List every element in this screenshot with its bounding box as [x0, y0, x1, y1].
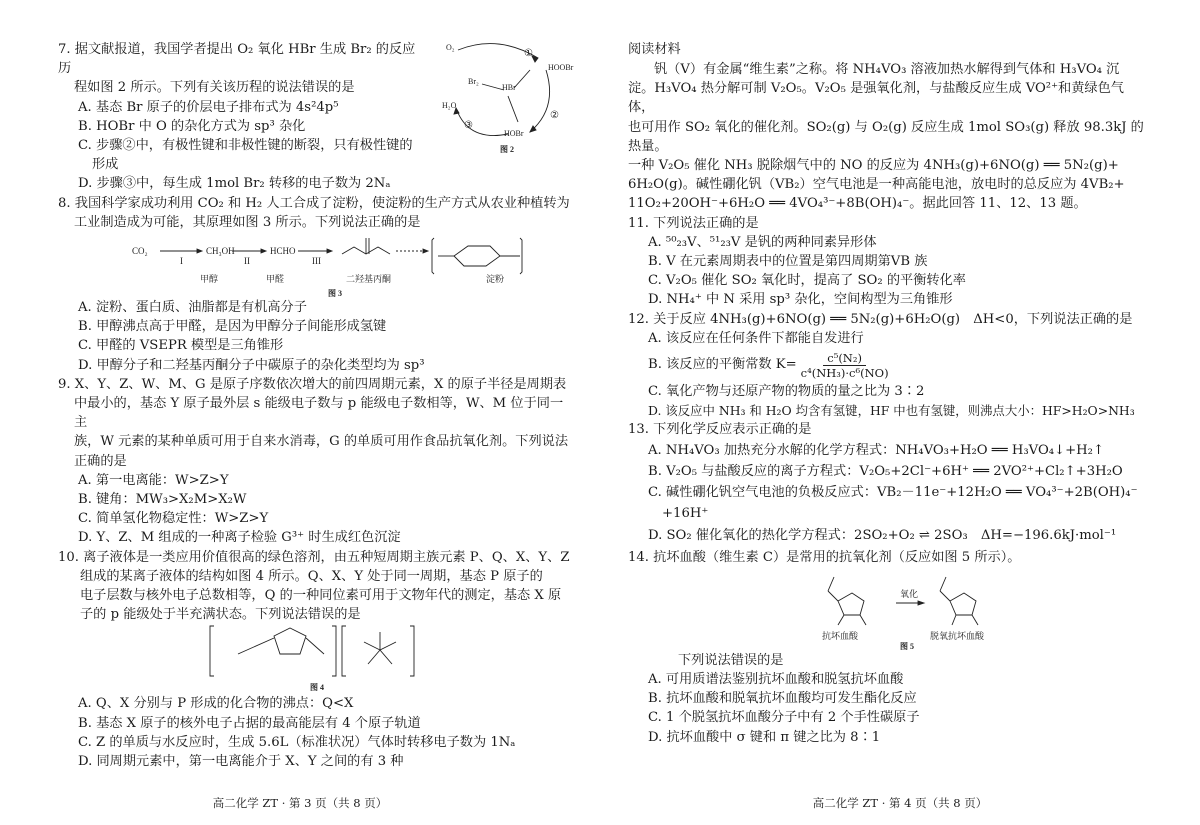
reading-material	[628, 40, 1150, 214]
q12-option-c: C. 氧化产物与还原产物的物质的量之比为 3∶2	[648, 384, 925, 400]
q11-option-d: D. NH₄⁺ 中 N 采用 sp³ 杂化，空间构型为三角锥形	[648, 292, 953, 308]
reading-line-5: 6H₂O(g)。碱性硼化钒（VB₂）空气电池是一种高能电池，放电时的总反应为 4VB₂+	[628, 177, 1125, 193]
q12-fraction-denominator: c⁴(NH₃)·c⁶(NO)	[800, 365, 889, 380]
q9-stem-line2: 中最小的，基态 Y 原子最外层 s 能级电子数与 p 能级电子数相等，W、M 位于同一主	[74, 396, 564, 431]
q13-option-d: D. SO₂ 催化氧化的热化学方程式：2SO₂+O₂ ⇌ 2SO₃ ΔH=−196.6kJ·mol⁻¹	[648, 527, 1117, 543]
fig2-step-2: ②	[550, 110, 559, 121]
q10-option-d: D. 同周期元素中，第一电离能介于 X、Y 之间的有 3 种	[78, 754, 404, 770]
right-page	[600, 0, 1200, 825]
q14-option-c: C. 1 个脱氢抗坏血酸分子中有 2 个手性碳原子	[648, 710, 920, 726]
fig3-name-starch: 淀粉	[486, 274, 505, 285]
reading-line-2: 淀。H₃VO₄ 热分解可制 V₂O₅。V₂O₅ 是强氧化剂，与盐酸反应生成 VO²⁺和黄绿色气体，	[628, 81, 1124, 116]
question-9	[58, 375, 572, 548]
q10-stem-line4: 子的 p 能级处于半充满状态。下列说法错误的是	[80, 607, 361, 623]
question-11	[628, 214, 1150, 310]
q8-stem-line1: 8. 我国科学家成功利用 CO₂ 和 H₂ 人工合成了淀粉，使淀粉的生产方式从农业种植转为	[58, 195, 570, 211]
fig4-cation-bracket-left	[210, 626, 214, 676]
question-12	[628, 310, 1150, 421]
q10-option-a: A. Q、X 分别与 P 形成的化合物的沸点：Q<X	[78, 696, 354, 712]
fig4-imidazolium-ring	[274, 628, 306, 654]
figure-5-ascorbic-oxidation	[808, 567, 1008, 651]
reading-title: 阅读材料	[628, 42, 681, 57]
fig5-arrow-label: 氧化	[900, 588, 919, 599]
fig3-name-formaldehyde: 甲醛	[266, 274, 285, 285]
reading-line-1: 钒（V）有金属“维生素”之称。将 NH₄VO₃ 溶液加热水解得到气体和 H₃VO₄ 沉	[654, 62, 1120, 77]
figure-4-ionic-liquid	[208, 624, 428, 694]
q10-stem-line2: 组成的某离子液体的结构如图 4 所示。Q、X、Y 处于同一周期，基态 P 原子的	[80, 568, 543, 584]
q12-fraction-numerator: c⁵(N₂)	[823, 351, 866, 366]
fig5-ascorbic-ring	[838, 593, 864, 615]
fig2-cycle-arrow-2	[530, 70, 550, 132]
q12-option-d: D. 该反应中 NH₃ 和 H₂O 均含有氢键，HF 中也有氢键，则沸点大小：HF>H₂O>NH₃	[648, 403, 1135, 419]
q8-option-a: A. 淀粉、蛋白质、油脂都是有机高分子	[78, 300, 307, 316]
fig2-step-3: ③	[464, 120, 473, 131]
reading-line-6: 11O₂+20OH⁻+6H₂O ══ 4VO₄³⁻+8B(OH)₄⁻。据此回答 11、12、13 题。	[628, 196, 1087, 212]
q14-option-a: A. 可用质谱法鉴别抗坏血酸和脱氢抗坏血酸	[648, 672, 904, 688]
q10-stem-line1: 10. 离子液体是一类应用价值很高的绿色溶剂，由五种短周期主族元素 P、Q、X、Y、Z	[58, 549, 570, 565]
fig4-anion-bracket-left	[342, 626, 346, 676]
q13-stem: 13. 下列化学反应表示正确的是	[628, 422, 812, 438]
q12-stem: 12. 关于反应 4NH₃(g)+6NO(g) ══ 5N₂(g)+6H₂O(g) ΔH<0，下列说法正确的是	[628, 311, 1133, 327]
figure-3-starch-synthesis	[128, 232, 548, 298]
q7-option-d: D. 步骤③中，每生成 1mol Br₂ 转移的电子数为 2Nₐ	[78, 176, 391, 192]
q9-stem-line1: 9. X、Y、Z、W、M、G 是原子序数依次增大的前四周期元素，X 的原子半径是周期表	[58, 376, 567, 392]
fig3-species-co2: CO₂	[132, 246, 148, 257]
q10-stem-line3: 电子层数与核外电子总数相等，Q 的一种同位素可用于文物年代的测定，基态 X 原	[80, 588, 562, 604]
q11-option-a: A. ⁵⁰₂₃V、⁵¹₂₃V 是钒的两种同素异形体	[648, 234, 877, 250]
q7-option-c-cont: 形成	[92, 157, 119, 173]
q8-option-d: D. 甲醇分子和二羟基丙酮分子中碳原子的杂化类型均为 sp³	[78, 357, 425, 373]
fig5-name-dehydro: 脱氧抗坏血酸	[930, 630, 985, 641]
q9-stem-line3: 族，W 元素的某种单质可用于自来水消毒，G 的单质可用作食品抗氧化剂。下列说法	[74, 434, 569, 450]
fig5-caption: 图 5	[900, 641, 914, 651]
q7-stem-line2: 程如图 2 所示。下列有关该历程的说法错误的是	[74, 80, 355, 96]
q7-option-a: A. 基态 Br 原子的价层电子排布式为 4s²4p⁵	[78, 99, 339, 115]
fig3-name-dha: 二羟基丙酮	[346, 274, 392, 285]
fig2-label-hbr: HBr	[502, 83, 516, 92]
q7-stem-line1: 7. 据文献报道，我国学者提出 O₂ 氧化 HBr 生成 Br₂ 的反应历	[58, 42, 416, 77]
fig3-step-2: II	[244, 256, 250, 267]
q13-option-c: C. 碱性硼化钒空气电池的负极反应式：VB₂－11e⁻+12H₂O ══ VO₄³⁻+2B(OH)₄⁻	[648, 484, 1138, 500]
q14-stem: 14. 抗坏血酸（维生素 C）是常用的抗氧化剂（反应如图 5 所示）。	[628, 549, 1021, 565]
page-footer-right: 高二化学 ZT · 第 4 页（共 8 页）	[812, 796, 988, 810]
q8-stem-line2: 工业制造成为可能，其原理如图 3 所示。下列说法正确的是	[74, 214, 421, 230]
q8-option-b: B. 甲醇沸点高于甲醛，是因为甲醇分子间能形成氢键	[78, 319, 387, 335]
q14-question: 下列说法错误的是	[678, 652, 784, 668]
q11-option-b: B. V 在元素周期表中的位置是第四周期第ⅤB 族	[648, 254, 928, 270]
question-10	[58, 548, 572, 772]
fig3-species-hcho: HCHO	[270, 246, 296, 257]
fig3-starch-bracket-right	[520, 238, 522, 274]
fig2-label-hobr: HOBr	[504, 129, 524, 138]
fig3-step-1: I	[180, 256, 183, 267]
fig3-caption: 图 3	[328, 289, 342, 299]
fig5-dehydro-ring	[950, 593, 976, 615]
fig2-label-o2: O₂	[446, 43, 455, 52]
fig2-label-hoobr: HOOBr	[548, 63, 574, 72]
q12-option-b-prefix: B. 该反应的平衡常数 K=	[648, 357, 797, 373]
q14-option-b: B. 抗坏血酸和脱氧抗坏血酸均可发生酯化反应	[648, 691, 917, 707]
reading-line-4: 一种 V₂O₅ 催化 NH₃ 脱除烟气中的 NO 的反应为 4NH₃(g)+6NO(g) ══ 5N₂(g)+	[628, 158, 1119, 174]
fig2-label-br2: Br₂	[468, 77, 479, 86]
q14-option-d: D. 抗坏血酸中 σ 键和 π 键之比为 8∶1	[648, 729, 881, 745]
q7-option-c: C. 步骤②中，有极性键和非极性键的断裂，只有极性键的	[78, 138, 413, 154]
q10-option-c: C. Z 的单质与水反应时，生成 5.6L（标准状况）气体时转移电子数为 1Nₐ	[78, 734, 516, 750]
question-14	[628, 548, 1150, 747]
figure-2-hbr-oxidation	[438, 38, 588, 160]
fig3-starch-bracket-left	[432, 238, 434, 274]
q8-option-c: C. 甲醛的 VSEPR 模型是三角锥形	[78, 338, 284, 354]
fig3-name-methanol: 甲醇	[200, 274, 219, 285]
question-8	[58, 194, 572, 375]
q13-option-b: B. V₂O₅ 与盐酸反应的离子方程式：V₂O₅+2Cl⁻+6H⁺ ══ 2VO²⁺+Cl₂↑+3H₂O	[648, 463, 1123, 479]
fig4-anion-bracket-right	[410, 626, 414, 676]
q11-option-c: C. V₂O₅ 催化 SO₂ 氧化时，提高了 SO₂ 的平衡转化率	[648, 273, 966, 289]
q12-option-b	[628, 348, 1150, 382]
fig4-caption: 图 4	[310, 683, 324, 693]
page-footer-left: 高二化学 ZT · 第 3 页（共 8 页）	[212, 796, 388, 810]
q9-option-a: A. 第一电离能：W>Z>Y	[78, 472, 229, 488]
q13-option-a: A. NH₄VO₃ 加热充分水解的化学方程式：NH₄VO₃+H₂O ══ H₃VO₄↓+H₂↑	[648, 442, 1104, 458]
q13-option-c-cont: +16H⁺	[662, 505, 709, 521]
q12-option-b-fraction	[801, 351, 889, 380]
fig5-name-ascorbic: 抗坏血酸	[822, 630, 859, 641]
question-13	[628, 420, 1150, 547]
q7-option-b: B. HOBr 中 O 的杂化方式为 sp³ 杂化	[78, 118, 306, 134]
fig4-cation-bracket-right	[332, 626, 336, 676]
fig3-species-ch3oh: CH₃OH	[206, 246, 235, 257]
fig2-step-1: ①	[524, 48, 533, 59]
reading-line-3: 也可用作 SO₂ 氧化的催化剂。SO₂(g) 与 O₂(g) 反应生成 1mol SO₃(g) 释放 98.3kJ 的热量。	[628, 119, 1144, 154]
q9-stem-line4: 正确的是	[74, 453, 127, 469]
q9-option-b: B. 键角：MW₃>X₂M>X₂W	[78, 492, 247, 508]
q10-option-b: B. 基态 X 原子的核外电子占据的最高能层有 4 个原子轨道	[78, 715, 421, 731]
fig3-starch-ring	[454, 246, 500, 266]
q9-option-d: D. Y、Z、M 组成的一种离子检验 G³⁺ 时生成红色沉淀	[78, 530, 401, 546]
fig2-label-h2o: H₂O	[442, 101, 457, 110]
fig3-step-3: III	[312, 256, 321, 267]
q11-stem: 11. 下列说法正确的是	[628, 215, 759, 231]
q9-option-c: C. 简单氢化物稳定性：W>Z>Y	[78, 511, 269, 527]
q12-option-a: A. 该反应在任何条件下都能自发进行	[648, 330, 864, 346]
fig2-caption: 图 2	[500, 145, 514, 154]
